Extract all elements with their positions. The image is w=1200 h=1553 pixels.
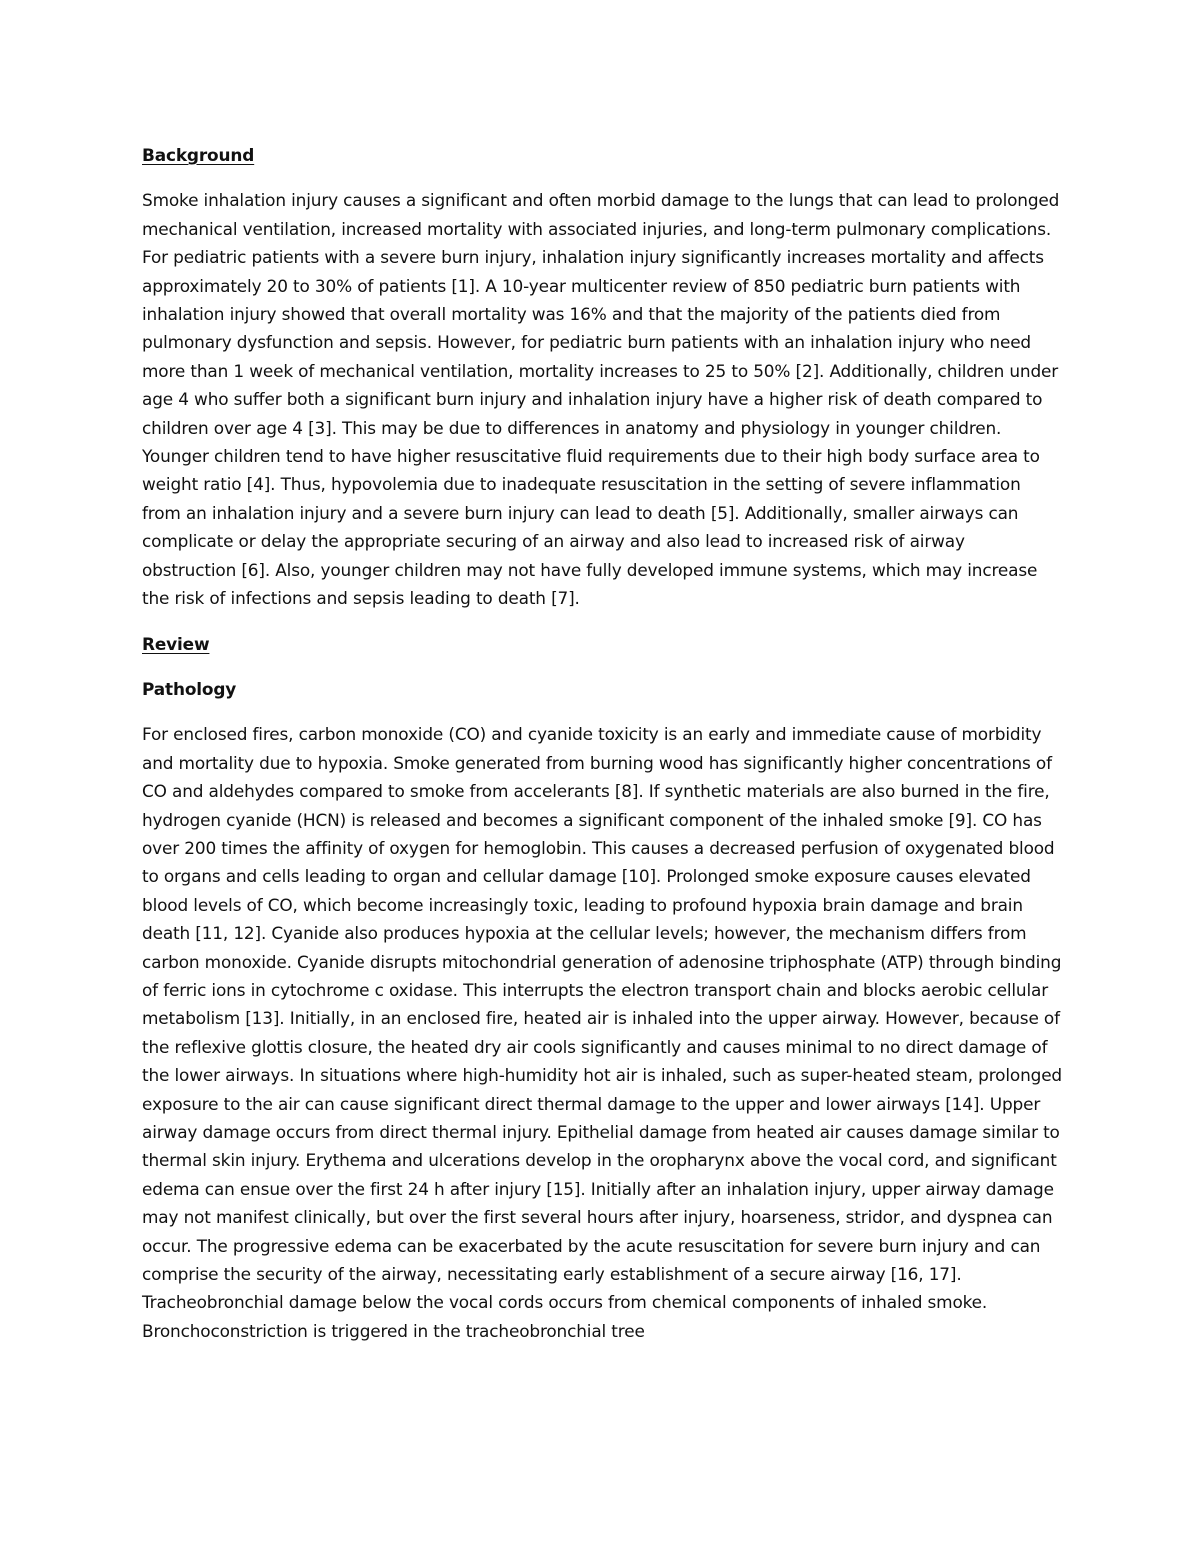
pathology-heading: Pathology xyxy=(142,678,237,699)
spacer xyxy=(142,169,1064,186)
pathology-paragraph: For enclosed fires, carbon monoxide (CO) and cyanide toxicity is an early and immediate cause of morbidity and mortality due to hypoxia. Smoke generated from burning wood has significantly higher concentrations of CO and aldehydes compared to smoke from accelerants [8]. If synthetic materials are also burned in the fire, hydrogen cyanide (HCN) is released and becomes a significant component of the inhaled smoke [9]. CO has over 200 times the affinity of oxygen for hemoglobin. This causes a decreased perfusion of oxygenated blood to organs and cells leading to organ and cellular damage [10]. Prolonged smoke exposure causes elevated blood levels of CO, which become increasingly toxic, leading to profound hypoxia brain damage and brain death [11, 12]. Cyanide also produces hypoxia at the cellular levels; however, the mechanism differs from carbon monoxide. Cyanide disrupts mitochondrial generation of adenosine triphosphate (ATP) through binding of ferric ions in cytochrome c oxidase. This interrupts the electron transport chain and blocks aerobic cellular metabolism [13]. Initially, in an enclosed fire, heated air is inhaled into the upper airway. However, because of the reflexive glottis closure, the heated dry air cools significantly and causes minimal to no direct damage of the lower airways. In situations where high-humidity hot air is inhaled, such as super-heated steam, prolonged exposure to the air can cause significant direct thermal damage to the upper and lower airways [14]. Upper airway damage occurs from direct thermal injury. Epithelial damage from heated air causes damage similar to thermal skin injury. Erythema and ulcerations develop in the oropharynx above the vocal cord, and significant edema can ensue over the first 24 h after injury [15]. Initially after an inhalation injury, upper airway damage may not manifest clinically, but over the first several hours after injury, hoarseness, stridor, and dyspnea can occur. The progressive edema can be exacerbated by the acute resuscitation for severe burn injury and can comprise the security of the airway, necessitating early establishment of a secure airway [16, 17]. Tracheobronchial damage below the vocal cords occurs from chemical components of inhaled smoke. Bronchoconstriction is triggered in the tracheobronchial tree xyxy=(142,724,1063,1341)
spacer xyxy=(142,703,1064,720)
spacer xyxy=(142,658,1064,675)
background-heading: Background xyxy=(142,145,255,165)
document-body xyxy=(142,141,1064,1345)
background-paragraph: Smoke inhalation injury causes a significant and often morbid damage to the lungs that can lead to prolonged mechanical ventilation, increased mortality with associated injuries, and long-term pulmonary complications. For pediatric patients with a severe burn injury, inhalation injury significantly increases mortality and affects approximately 20 to 30% of patients [1]. A 10-year multicenter review of 850 pediatric burn patients with inhalation injury showed that overall mortality was 16% and that the majority of the patients died from pulmonary dysfunction and sepsis. However, for pediatric burn patients with an inhalation injury who need more than 1 week of mechanical ventilation, mortality increases to 25 to 50% [2]. Additionally, children under age 4 who suffer both a significant burn injury and inhalation injury have a higher risk of death compared to children over age 4 [3]. This may be due to differences in anatomy and physiology in younger children. Younger children tend to have higher resuscitative fluid requirements due to their high body surface area to weight ratio [4]. Thus, hypovolemia due to inadequate resuscitation in the setting of severe inflammation from an inhalation injury and a severe burn injury can lead to death [5]. Additionally, smaller airways can complicate or delay the appropriate securing of an airway and also lead to increased risk of airway obstruction [6]. Also, younger children may not have fully developed immune systems, which may increase the risk of infections and sepsis leading to death [7]. xyxy=(142,190,1060,609)
review-heading: Review xyxy=(142,633,210,654)
spacer xyxy=(142,613,1064,630)
